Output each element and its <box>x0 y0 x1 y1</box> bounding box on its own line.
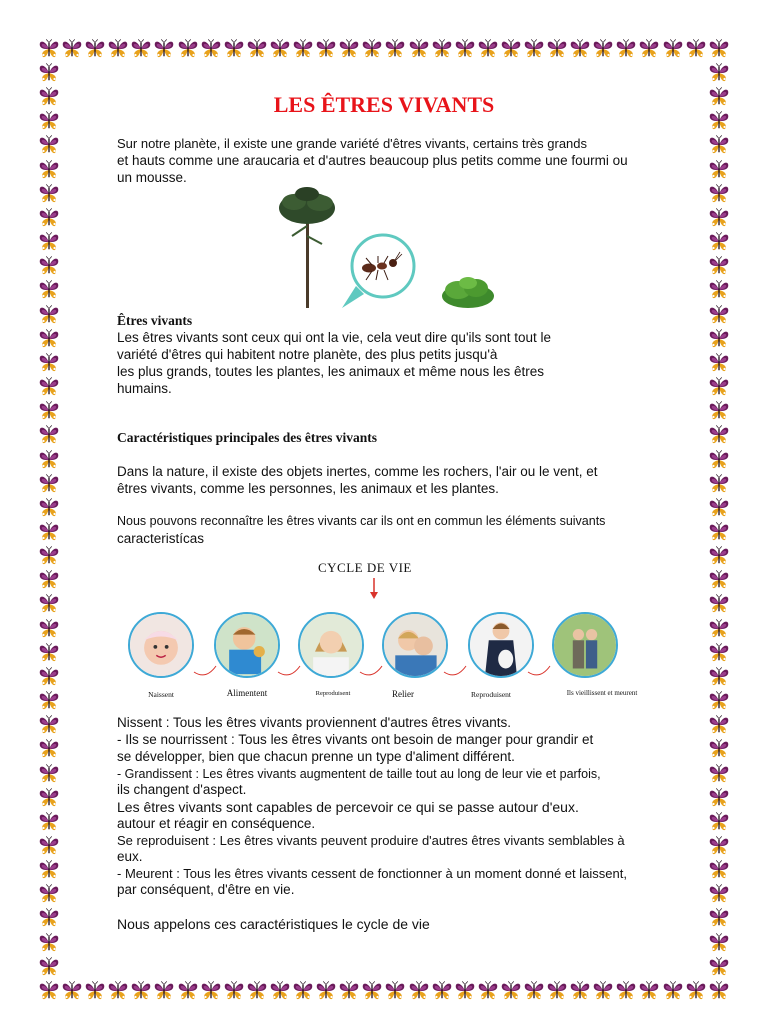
butterfly-icon <box>708 690 730 712</box>
stage-label-1: Naissent <box>148 690 174 699</box>
butterfly-icon <box>38 159 60 181</box>
section2-p2-line-1: Nous pouvons reconnaître les êtres vivants car ils ont en commun les éléments suivants <box>117 514 606 528</box>
butterfly-icon <box>38 183 60 205</box>
butterfly-icon <box>615 38 637 60</box>
butterfly-icon <box>384 980 406 1002</box>
butterfly-icon <box>38 883 60 905</box>
butterfly-icon <box>107 980 129 1002</box>
butterfly-icon <box>177 38 199 60</box>
moss-icon <box>442 277 494 308</box>
butterfly-icon <box>38 569 60 591</box>
list-line-4a: Les êtres vivants sont capables de percevoir ce qui se passe autour d'eux. <box>117 799 579 815</box>
butterfly-icon <box>500 38 522 60</box>
list-line-1: Nissent : Tous les êtres vivants proviennent d'autres êtres vivants. <box>117 715 512 730</box>
butterfly-icon <box>38 376 60 398</box>
butterfly-icon <box>708 932 730 954</box>
butterfly-border-right <box>708 62 730 978</box>
stage-photo-woman <box>298 612 364 678</box>
butterfly-icon <box>615 980 637 1002</box>
butterfly-icon <box>708 279 730 301</box>
living-beings-illustration <box>272 186 504 314</box>
butterfly-icon <box>662 38 684 60</box>
butterfly-icon <box>569 980 591 1002</box>
section2-p1-line-2: êtres vivants, comme les personnes, les animaux et les plantes. <box>117 481 499 496</box>
stage-photo-pregnant-woman <box>468 612 534 678</box>
butterfly-icon <box>708 207 730 229</box>
butterfly-icon <box>38 738 60 760</box>
butterfly-icon <box>477 38 499 60</box>
butterfly-icon <box>361 38 383 60</box>
butterfly-icon <box>130 38 152 60</box>
butterfly-icon <box>38 811 60 833</box>
butterfly-icon <box>708 62 730 84</box>
butterfly-icon <box>638 980 660 1002</box>
butterfly-icon <box>523 38 545 60</box>
butterfly-icon <box>38 980 60 1002</box>
butterfly-icon <box>708 400 730 422</box>
butterfly-icon <box>153 38 175 60</box>
butterfly-icon <box>338 980 360 1002</box>
list-line-4b: autour et réagir en conséquence. <box>117 816 316 831</box>
butterfly-icon <box>431 980 453 1002</box>
section1-line-3: les plus grands, toutes les plantes, les animaux et même nous les êtres <box>117 364 544 379</box>
butterfly-icon <box>408 38 430 60</box>
butterfly-icon <box>177 980 199 1002</box>
butterfly-icon <box>708 835 730 857</box>
butterfly-icon <box>454 38 476 60</box>
butterfly-icon <box>708 473 730 495</box>
butterfly-icon <box>523 980 545 1002</box>
butterfly-icon <box>38 400 60 422</box>
butterfly-icon <box>130 980 152 1002</box>
butterfly-icon <box>408 980 430 1002</box>
list-line-6b: par conséquent, d'être en vie. <box>117 882 295 897</box>
butterfly-icon <box>708 521 730 543</box>
section2-p1-line-1: Dans la nature, il existe des objets inertes, comme les rochers, l'air ou le vent, et <box>117 464 598 479</box>
butterfly-icon <box>38 787 60 809</box>
butterfly-icon <box>708 231 730 253</box>
butterfly-icon <box>38 859 60 881</box>
butterfly-icon <box>708 618 730 640</box>
butterfly-icon <box>708 569 730 591</box>
butterfly-icon <box>384 38 406 60</box>
conclusion: Nous appelons ces caractéristiques le cycle de vie <box>117 916 430 932</box>
butterfly-icon <box>708 593 730 615</box>
butterfly-icon <box>546 38 568 60</box>
butterfly-icon <box>708 787 730 809</box>
butterfly-icon <box>662 980 684 1002</box>
stage-label-2: Alimentent <box>226 688 268 698</box>
butterfly-icon <box>38 907 60 929</box>
ant-bubble-icon <box>342 235 414 308</box>
butterfly-icon <box>38 545 60 567</box>
butterfly-icon <box>292 980 314 1002</box>
butterfly-icon <box>315 980 337 1002</box>
page-title: LES ÊTRES VIVANTS <box>273 92 495 117</box>
section2-p2-line-2: caracteristícas <box>117 531 205 546</box>
butterfly-icon <box>38 304 60 326</box>
butterfly-icon <box>84 980 106 1002</box>
butterfly-icon <box>200 980 222 1002</box>
butterfly-icon <box>708 449 730 471</box>
stage-label-3: Reproduisent <box>315 690 351 697</box>
butterfly-icon <box>708 763 730 785</box>
butterfly-icon <box>246 38 268 60</box>
butterfly-icon <box>546 980 568 1002</box>
butterfly-icon <box>708 883 730 905</box>
butterfly-icon <box>38 714 60 736</box>
stage-photo-couple <box>382 612 448 678</box>
butterfly-icon <box>454 980 476 1002</box>
butterfly-icon <box>569 38 591 60</box>
butterfly-icon <box>38 642 60 664</box>
butterfly-icon <box>708 666 730 688</box>
butterfly-border-top <box>38 38 730 60</box>
butterfly-icon <box>153 980 175 1002</box>
butterfly-icon <box>708 304 730 326</box>
butterfly-icon <box>592 980 614 1002</box>
butterfly-icon <box>338 38 360 60</box>
butterfly-icon <box>708 907 730 929</box>
butterfly-icon <box>269 38 291 60</box>
butterfly-icon <box>38 328 60 350</box>
intro-line-1: Sur notre planète, il existe une grande variété d'êtres vivants, certains très grands <box>117 136 588 151</box>
butterfly-icon <box>223 980 245 1002</box>
butterfly-icon <box>708 956 730 978</box>
butterfly-icon <box>38 618 60 640</box>
butterfly-icon <box>708 352 730 374</box>
section-heading-caracteristiques: Caractéristiques principales des êtres vivants <box>117 430 377 445</box>
butterfly-icon <box>38 279 60 301</box>
butterfly-icon <box>38 134 60 156</box>
butterfly-icon <box>38 38 60 60</box>
araucaria-tree-icon <box>279 187 335 308</box>
butterfly-icon <box>38 593 60 615</box>
butterfly-icon <box>38 62 60 84</box>
butterfly-icon <box>500 980 522 1002</box>
butterfly-icon <box>223 38 245 60</box>
list-line-2a: - Ils se nourrissent : Tous les êtres vivants ont besoin de manger pour grandir et <box>117 732 594 747</box>
intro-line-2: et hauts comme une araucaria et d'autres beaucoup plus petits comme une fourmi ou <box>117 153 628 168</box>
butterfly-icon <box>292 38 314 60</box>
butterfly-icon <box>685 980 707 1002</box>
stage-label-4: Relier <box>392 689 414 699</box>
butterfly-icon <box>38 956 60 978</box>
stage-label-6: Ils vieillissent et meurent <box>566 689 638 697</box>
stage-photo-child-eating <box>214 612 280 678</box>
butterfly-icon <box>246 980 268 1002</box>
butterfly-icon <box>38 424 60 446</box>
section-heading-etres-vivants: Êtres vivants <box>117 313 193 328</box>
stage-label-5: Reproduisent <box>471 690 511 699</box>
butterfly-icon <box>38 473 60 495</box>
butterfly-icon <box>38 255 60 277</box>
down-arrow-icon <box>368 578 380 600</box>
butterfly-icon <box>708 859 730 881</box>
butterfly-icon <box>708 811 730 833</box>
list-line-3b: ils changent d'aspect. <box>117 782 247 797</box>
butterfly-icon <box>708 376 730 398</box>
butterfly-icon <box>38 763 60 785</box>
butterfly-icon <box>592 38 614 60</box>
list-line-5b: eux. <box>117 849 143 864</box>
butterfly-icon <box>38 231 60 253</box>
butterfly-icon <box>61 38 83 60</box>
butterfly-icon <box>708 134 730 156</box>
intro-line-3: un mousse. <box>117 170 187 185</box>
butterfly-icon <box>708 642 730 664</box>
butterfly-icon <box>38 690 60 712</box>
butterfly-icon <box>38 449 60 471</box>
butterfly-icon <box>61 980 83 1002</box>
section1-line-1: Les êtres vivants sont ceux qui ont la vie, cela veut dire qu'ils sont tout le <box>117 330 552 345</box>
list-line-3a: - Grandissent : Les êtres vivants augmentent de taille tout au long de leur vie et parfois, <box>117 767 601 781</box>
butterfly-icon <box>708 255 730 277</box>
butterfly-icon <box>269 980 291 1002</box>
butterfly-icon <box>708 980 730 1002</box>
butterfly-icon <box>38 666 60 688</box>
butterfly-icon <box>708 159 730 181</box>
butterfly-icon <box>708 38 730 60</box>
butterfly-icon <box>708 738 730 760</box>
butterfly-border-left <box>38 62 60 978</box>
butterfly-icon <box>38 521 60 543</box>
butterfly-icon <box>708 545 730 567</box>
butterfly-icon <box>38 207 60 229</box>
section1-line-2: variété d'êtres qui habitent notre planète, des plus petits jusqu'à <box>117 347 498 362</box>
cycle-title: CYCLE DE VIE <box>318 560 412 575</box>
butterfly-icon <box>638 38 660 60</box>
butterfly-icon <box>685 38 707 60</box>
list-line-6a: - Meurent : Tous les êtres vivants cessent de fonctionner à un moment donné et laissent, <box>117 866 627 881</box>
butterfly-icon <box>708 183 730 205</box>
butterfly-icon <box>107 38 129 60</box>
butterfly-icon <box>200 38 222 60</box>
butterfly-icon <box>38 352 60 374</box>
list-line-5a: Se reproduisent : Les êtres vivants peuvent produire d'autres êtres vivants semblables à <box>117 833 625 848</box>
butterfly-icon <box>708 497 730 519</box>
butterfly-icon <box>708 328 730 350</box>
butterfly-icon <box>431 38 453 60</box>
butterfly-icon <box>315 38 337 60</box>
butterfly-icon <box>708 424 730 446</box>
stage-photo-baby <box>128 612 194 678</box>
butterfly-icon <box>708 714 730 736</box>
stage-photo-elderly-couple <box>552 612 618 678</box>
section1-line-4: humains. <box>117 381 172 396</box>
butterfly-border-bottom <box>38 980 730 1002</box>
butterfly-icon <box>38 497 60 519</box>
butterfly-icon <box>38 932 60 954</box>
butterfly-icon <box>38 835 60 857</box>
list-line-2b: se développer, bien que chacun prenne un type d'aliment différent. <box>117 749 515 764</box>
butterfly-icon <box>477 980 499 1002</box>
butterfly-icon <box>84 38 106 60</box>
butterfly-icon <box>361 980 383 1002</box>
